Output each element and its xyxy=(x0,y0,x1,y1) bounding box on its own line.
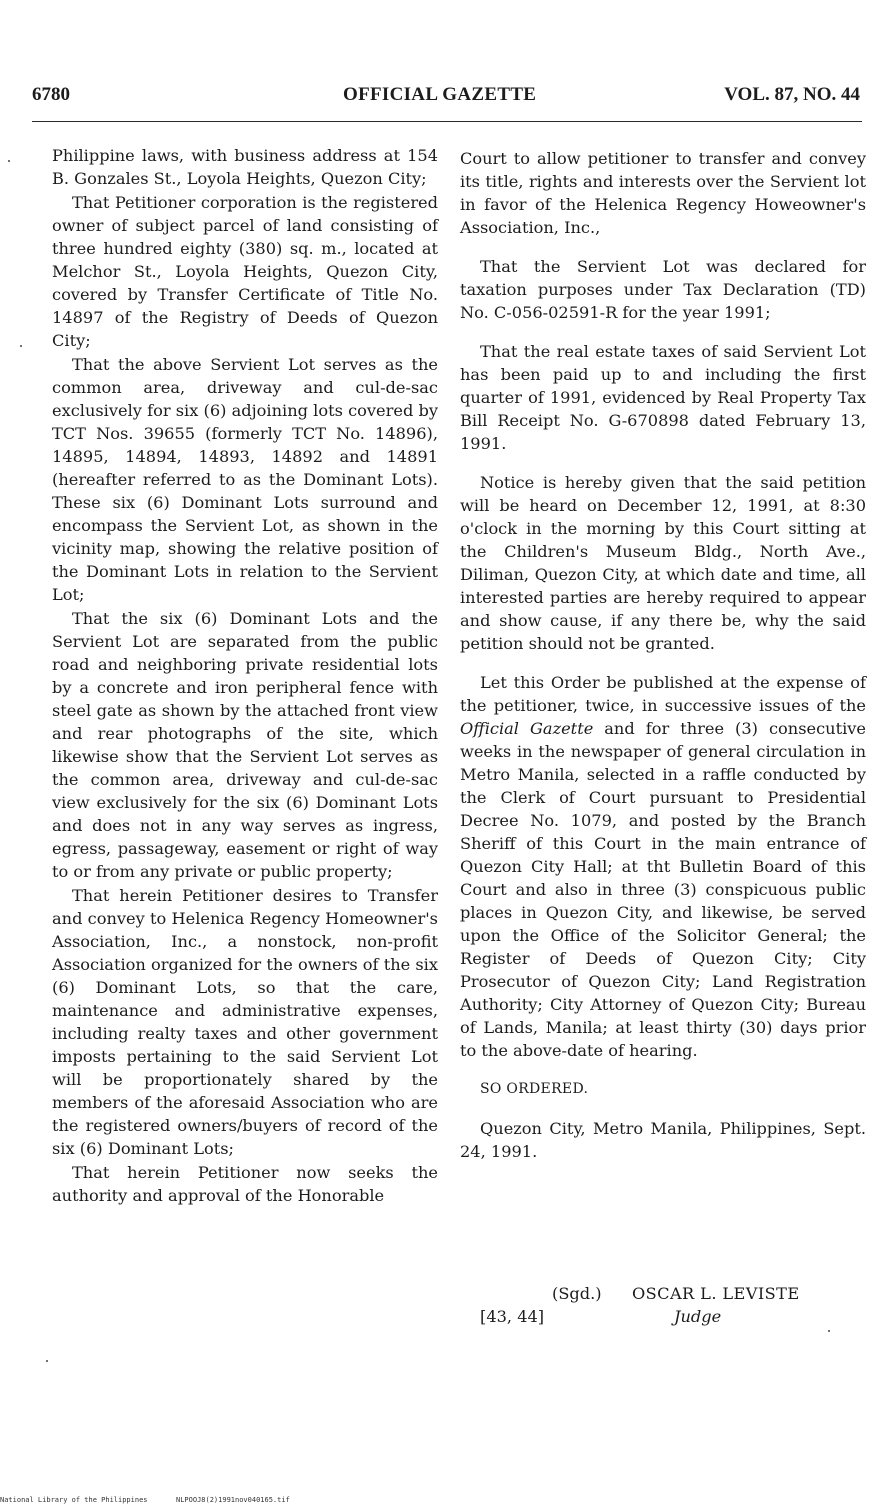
paragraph: That the real estate taxes of said Servient Lot has been paid up to and including the first quarter of 1991, evidenced by Real Property Tax Bill Receipt No. G-670898 dated February 13, 1991. xyxy=(460,342,866,453)
signed-marker: (Sgd.) xyxy=(552,1284,602,1303)
paragraph: That herein Petitioner now seeks the authority and approval of the Honorable xyxy=(52,1163,438,1205)
notice-paragraph: Notice is hereby given that the said petition will be heard on December 12, 1991, at 8:30 o'clock in the morning by this Court sitting at the Children's Museum Bldg., North Ave., Diliman, Quezon City, at which date and time, all interested parties are hereby required to appear and show cause, if any there be, why the said petition should not be granted. xyxy=(460,473,866,653)
publication-order-text: Let this Order be published at the expense of the petitioner, twice, in successive issues of the xyxy=(460,673,866,715)
paragraph: That the above Servient Lot serves as the common area, driveway and cul-de-sac exclusively for six (6) adjoining lots covered by TCT Nos. 39655 (formerly TCT No. 14896), 14895, 14894, 14893, 14892 and 14891 (hereafter referred to as the Dominant Lots). These six (6) Dominant Lots surround and encompass the Servient Lot, as shown in the vicinity map, showing the relative position of the Dominant Lots in relation to the Servient Lot; xyxy=(52,355,438,604)
paragraph: That the six (6) Dominant Lots and the Servient Lot are separated from the public road and neighboring private residential lots by a concrete and iron peripheral fence with steel gate as shown by the attached front view and rear photographs of the site, which likewise show that the Servient Lot serves as the common area, driveway and cul-de-sac view exclusively for the six (6) Dominant Lots and does not in any way serves as ingress, egress, passageway, easement or right of way to or from any private or public property; xyxy=(52,609,438,881)
so-ordered: SO ORDERED. xyxy=(480,1081,589,1097)
issue-reference: [43, 44] xyxy=(480,1307,545,1326)
right-column xyxy=(460,147,866,1163)
page-number: 6780 xyxy=(32,84,70,105)
judge-title: Judge xyxy=(674,1307,722,1326)
page-header xyxy=(30,84,860,110)
publication-title: OFFICIAL GAZETTE xyxy=(343,84,537,105)
library-credit: National Library of the Philippines xyxy=(0,1496,148,1504)
header-rule xyxy=(32,121,862,122)
paragraph: Philippine laws, with business address at 154 B. Gonzales St., Loyola Heights, Quezon City; xyxy=(52,146,438,188)
paragraph: That Petitioner corporation is the registered owner of subject parcel of land consisting of three hundred eighty (380) sq. m., located at Melchor St., Loyola Heights, Quezon City, covered by Transfer Certificate of Title No. 14897 of the Registry of Deeds of Quezon City; xyxy=(52,193,438,350)
scan-speck xyxy=(46,1360,48,1362)
volume-number: VOL. 87, NO. 44 xyxy=(724,84,860,105)
left-column xyxy=(52,144,438,1207)
gazette-name: Official Gazette xyxy=(460,719,594,738)
judge-name: OSCAR L. LEVISTE xyxy=(632,1284,800,1303)
scan-file-id: NLPOOJ8(2)1991nov040165.tif xyxy=(176,1496,290,1504)
scan-speck xyxy=(828,1330,830,1332)
publication-order-text: and for three (3) consecutive weeks in the newspaper of general circulation in Metro Manila, selected in a raffle conducted by the Clerk of Court pursuant to Presidential Decree No. 1079, and posted by the Branch Sheriff of this Court in the main entrance of Quezon City Hall; at tht Bulletin Board of this Court and also in three (3) conspicuous public places in Quezon City, and likewise, be served upon the Office of the Solicitor General; the Register of Deeds of Quezon City; City Prosecutor of Quezon City; Land Registration Authority; City Attorney of Quezon City; Bureau of Lands, Manila; at least thirty (30) days prior to the above-date of hearing. xyxy=(460,719,866,1060)
paragraph: That herein Petitioner desires to Transfer and convey to Helenica Regency Homeowner's Association, Inc., a nonstock, non-profit Association organized for the owners of the six (6) Dominant Lots, so that the care, maintenance and administrative expenses, including realty taxes and other government imposts pertaining to the said Servient Lot will be proportionately shared by the members of the aforesaid Association who are the registered owners/buyers of record of the six (6) Dominant Lots; xyxy=(52,886,438,1158)
scan-speck xyxy=(8,160,10,162)
scan-speck xyxy=(20,345,22,347)
place-and-date: Quezon City, Metro Manila, Philippines, Sept. 24, 1991. xyxy=(460,1119,866,1161)
paragraph: Court to allow petitioner to transfer and convey its title, rights and interests over the Servient lot in favor of the Helenica Regency Howeowner's Association, Inc., xyxy=(460,149,866,237)
paragraph: That the Servient Lot was declared for taxation purposes under Tax Declaration (TD) No. C-056-02591-R for the year 1991; xyxy=(460,257,866,322)
publication-order-paragraph xyxy=(460,671,866,1062)
